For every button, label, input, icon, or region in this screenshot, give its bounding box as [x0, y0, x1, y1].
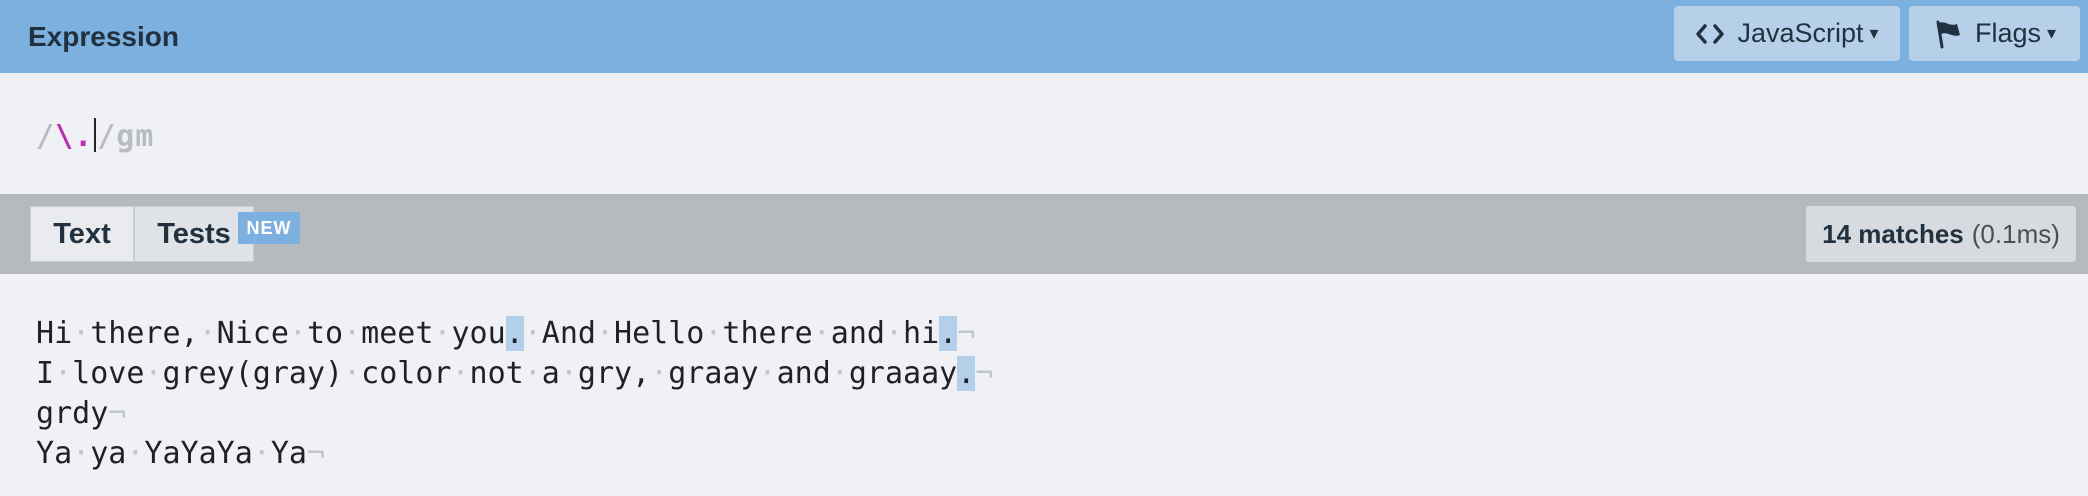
whitespace-marker: ·: [343, 316, 362, 351]
newline-marker: ¬: [957, 316, 976, 351]
test-text-lines[interactable]: [36, 314, 993, 474]
whitespace-marker: ·: [595, 316, 614, 351]
test-text-line[interactable]: grdy¬: [36, 396, 127, 431]
whitespace-marker: ·: [812, 316, 831, 351]
whitespace-marker: ·: [198, 316, 217, 351]
expression-title: Expression: [28, 21, 179, 52]
tab-text[interactable]: Text: [30, 206, 134, 262]
match-highlight[interactable]: .: [939, 316, 958, 351]
text-caret: [94, 118, 96, 152]
match-highlight[interactable]: .: [505, 316, 524, 351]
whitespace-marker: ·: [288, 316, 307, 351]
newline-marker: ¬: [975, 356, 994, 391]
whitespace-marker: ·: [433, 316, 452, 351]
escaped-dot-token: \.: [55, 119, 94, 154]
tab-tests[interactable]: Tests: [134, 206, 254, 262]
flags-button[interactable]: [1909, 6, 2080, 61]
chevron-down-icon: ▾: [2046, 23, 2057, 43]
test-text-line[interactable]: I·love·grey(gray)·color·not·a·gry,·graay·and·graaay.¬: [36, 356, 994, 391]
expression-editor[interactable]: [0, 73, 2088, 194]
whitespace-marker: ·: [126, 436, 145, 471]
chevron-down-icon: ▾: [1869, 23, 1879, 43]
whitespace-marker: ·: [650, 356, 669, 391]
whitespace-marker: ·: [704, 316, 723, 351]
match-time: (0.1ms): [1971, 218, 2060, 249]
whitespace-marker: ·: [559, 356, 578, 391]
flag-icon: [1933, 19, 1963, 49]
expression-header: [0, 0, 2088, 73]
whitespace-marker: ·: [72, 436, 91, 471]
match-count: 14 matches: [1822, 218, 1964, 249]
test-text-line[interactable]: Hi·there,·Nice·to·meet·you.·And·Hello·there·and·hi.¬: [36, 316, 976, 351]
expression-flags: gm: [116, 119, 155, 154]
whitespace-marker: ·: [72, 316, 91, 351]
whitespace-marker: ·: [54, 356, 73, 391]
new-badge: NEW: [238, 212, 300, 244]
whitespace-marker: ·: [884, 316, 903, 351]
match-count-badge: [1806, 206, 2076, 262]
code-brackets-icon: [1695, 23, 1725, 45]
test-text-area[interactable]: [0, 274, 2088, 496]
expression-input[interactable]: [36, 118, 154, 154]
text-tabs-bar: [0, 194, 2088, 274]
close-delimiter: /: [97, 119, 117, 154]
language-label: JavaScript: [1737, 18, 1864, 48]
newline-marker: ¬: [306, 436, 325, 471]
newline-marker: ¬: [108, 396, 127, 431]
open-delimiter: /: [36, 119, 56, 154]
whitespace-marker: ·: [451, 356, 470, 391]
test-text-line[interactable]: Ya·ya·YaYaYa·Ya¬: [36, 436, 325, 471]
whitespace-marker: ·: [343, 356, 362, 391]
whitespace-marker: ·: [144, 356, 163, 391]
language-button[interactable]: [1674, 6, 1900, 61]
whitespace-marker: ·: [523, 356, 542, 391]
whitespace-marker: ·: [830, 356, 849, 391]
whitespace-marker: ·: [252, 436, 271, 471]
whitespace-marker: ·: [523, 316, 542, 351]
flags-label: Flags: [1974, 18, 2041, 48]
whitespace-marker: ·: [758, 356, 777, 391]
match-highlight[interactable]: .: [957, 356, 976, 391]
